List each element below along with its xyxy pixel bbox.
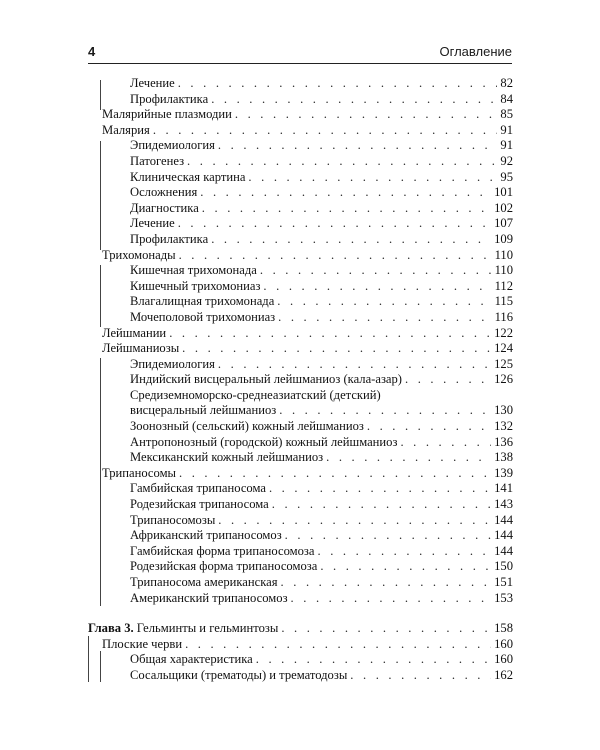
leader-dots (350, 668, 491, 684)
toc-entry[interactable]: Средиземноморско-среднеазиатский (детский) висцеральный лейшманиоз . . . 130 (88, 388, 513, 419)
toc-page-number: 84 (500, 91, 513, 106)
leader-dots (179, 248, 492, 264)
leader-dots (200, 185, 491, 201)
toc-page-number: 139 (494, 465, 513, 480)
toc-entry[interactable]: Осложнения . . . 101 (88, 185, 513, 201)
toc-entry[interactable]: Индийский висцеральный лейшманиоз (кала-азар) . . . 126 (88, 372, 513, 388)
toc-page-number: 82 (500, 76, 513, 90)
leader-dots (218, 357, 491, 373)
toc-page-number: 153 (494, 590, 513, 605)
toc-chapter-entry[interactable] (88, 621, 513, 637)
leader-dots (235, 107, 498, 123)
toc-page-number: 158 (494, 621, 513, 636)
toc-entry[interactable]: Трипаносомы . . . 139 (88, 466, 513, 482)
leader-dots (281, 621, 491, 637)
leader-dots (211, 232, 491, 248)
toc-page-number: 122 (494, 325, 513, 340)
toc-entry[interactable]: Малярийные плазмодии . . . 85 (88, 107, 513, 123)
toc-entry[interactable]: Лейшмании . . . 122 (88, 326, 513, 342)
leader-dots (277, 294, 491, 310)
header-rule (88, 63, 512, 64)
toc-entry[interactable]: Родезийская трипаносома . . . 143 (88, 497, 513, 513)
leader-dots (279, 403, 491, 419)
toc-page-number: 107 (494, 216, 513, 231)
leader-dots (182, 341, 491, 357)
page-number: 4 (88, 44, 96, 59)
indent-guide-line (100, 651, 101, 682)
indent-guide-line (100, 265, 101, 327)
leader-dots (179, 466, 491, 482)
toc-page-number: 160 (494, 636, 513, 651)
toc-entry[interactable]: Африканский трипаносомоз . . . 144 (88, 528, 513, 544)
toc-page-number: 110 (494, 263, 513, 278)
toc-entry[interactable]: Общая характеристика . . . 160 (88, 652, 513, 668)
toc-page-number: 91 (500, 122, 513, 137)
leader-dots (260, 263, 492, 279)
toc-page-number: 150 (494, 559, 513, 574)
toc-entry-first-line: Средиземноморско-среднеазиатский (детский) (130, 387, 381, 402)
leader-dots (269, 481, 491, 497)
leader-dots (400, 435, 491, 451)
leader-dots (256, 652, 491, 668)
toc-entry[interactable]: Профилактика . . . 84 (88, 92, 513, 108)
toc-entry[interactable]: Мочеполовой трихомониаз . . . 116 (88, 310, 513, 326)
toc-page-number: 151 (494, 575, 513, 589)
toc-entry[interactable]: Плоские черви . . . 160 (88, 637, 513, 653)
leader-dots (178, 76, 498, 92)
indent-guide-line (88, 636, 89, 682)
toc-page-number: 115 (494, 294, 513, 309)
toc-entry[interactable]: Гамбийская трипаносома . . . 141 (88, 481, 513, 497)
leader-dots (169, 326, 491, 342)
leader-dots (263, 279, 491, 295)
indent-guide-line (100, 141, 101, 250)
leader-dots (185, 637, 491, 653)
leader-dots (178, 216, 491, 232)
indent-guide-line (100, 80, 101, 110)
chapter-spacer (88, 606, 513, 621)
toc-page-number: 125 (494, 356, 513, 371)
toc-entry[interactable]: Клиническая картина . . . 95 (88, 170, 513, 186)
toc-entry[interactable]: Трихомонады . . . 110 (88, 248, 513, 264)
indent-guide-line (100, 482, 101, 606)
toc-page-number: 143 (494, 497, 513, 512)
leader-dots (318, 544, 492, 560)
toc-entry[interactable]: Кишечный трихомониаз . . . 112 (88, 279, 513, 295)
toc-page-number: 92 (500, 153, 513, 168)
leader-dots (218, 138, 497, 154)
chapter-title: Гельминты и гельминтозы (133, 621, 279, 636)
toc-page-number: 132 (494, 419, 513, 434)
toc-page-number: 136 (494, 434, 513, 449)
leader-dots (272, 497, 491, 513)
indent-guide-line (100, 358, 101, 482)
toc-page-number: 160 (494, 652, 513, 667)
leader-dots (153, 123, 498, 139)
toc-page-number: 130 (494, 403, 513, 418)
toc-entry[interactable]: Трипаносомозы . . . 144 (88, 513, 513, 529)
toc-entry[interactable]: Эпидемиология . . . 91 (88, 138, 513, 154)
leader-dots (278, 310, 491, 326)
toc-page-number: 109 (494, 231, 513, 246)
leader-dots (211, 92, 497, 108)
toc-page-number: 141 (494, 481, 513, 496)
toc-entry[interactable]: Диагностика . . . 102 (88, 201, 513, 217)
toc-page-number: 85 (500, 107, 513, 122)
toc-entry[interactable]: Зоонозный (сельский) кожный лейшманиоз . . . 132 (88, 419, 513, 435)
toc-page-number: 110 (494, 247, 513, 262)
toc-page-number: 101 (494, 185, 513, 200)
leader-dots (202, 201, 491, 217)
leader-dots (285, 528, 491, 544)
toc-entry[interactable]: Лечение . . . 107 (88, 216, 513, 232)
leader-dots (367, 419, 491, 435)
leader-dots (218, 513, 491, 529)
toc-page-number: 144 (494, 528, 513, 543)
toc-entry[interactable]: Патогенез . . . 92 (88, 154, 513, 170)
toc-page-number: 112 (494, 278, 513, 293)
leader-dots (248, 170, 497, 186)
toc-page-number: 138 (494, 450, 513, 465)
toc-page-number: 162 (494, 667, 513, 682)
toc-entry[interactable]: Гамбийская форма трипаносомоза . . . 144 (88, 544, 513, 560)
toc-entry[interactable]: Кишечная трихомонада . . . 110 (88, 263, 513, 279)
chapter-number: Глава 3. (88, 621, 134, 636)
toc-page-number: 91 (500, 138, 513, 153)
toc-page-number: 126 (494, 372, 513, 387)
table-of-contents (88, 76, 513, 684)
leader-dots (320, 559, 491, 575)
toc-page-number: 116 (494, 309, 513, 324)
leader-dots (291, 591, 492, 607)
toc-entry[interactable]: Лечение . . . 82 (88, 76, 513, 92)
toc-entry[interactable]: Эпидемиология . . . 125 (88, 357, 513, 373)
toc-page-number: 144 (494, 543, 513, 558)
toc-entry[interactable]: Родезийская форма трипаносомоза . . . 150 (88, 559, 513, 575)
leader-dots (405, 372, 491, 388)
toc-entry[interactable]: Антропонозный (городской) кожный лейшманиоз . . . 136 (88, 435, 513, 451)
leader-dots (326, 450, 491, 466)
toc-page-number: 95 (500, 169, 513, 184)
toc-entry[interactable]: Американский трипаносомоз . . . 153 (88, 591, 513, 607)
toc-entry[interactable]: Трипаносома американская . . . 151 (88, 575, 513, 591)
leader-dots (281, 575, 492, 591)
running-header-title: Оглавление (439, 44, 512, 59)
toc-entry[interactable]: Лейшманиозы . . . 124 (88, 341, 513, 357)
toc-page-number: 144 (494, 512, 513, 527)
toc-entry[interactable]: Сосальщики (трематоды) и трематодозы . . . 162 (88, 668, 513, 684)
toc-entry[interactable]: Малярия . . . 91 (88, 123, 513, 139)
leader-dots (187, 154, 497, 170)
toc-entry[interactable]: Влагалищная трихомонада . . . 115 (88, 294, 513, 310)
toc-entry[interactable]: Профилактика . . . 109 (88, 232, 513, 248)
toc-page-number: 124 (494, 341, 513, 356)
toc-page-number: 102 (494, 200, 513, 215)
toc-entry[interactable]: Мексиканский кожный лейшманиоз . . . 138 (88, 450, 513, 466)
